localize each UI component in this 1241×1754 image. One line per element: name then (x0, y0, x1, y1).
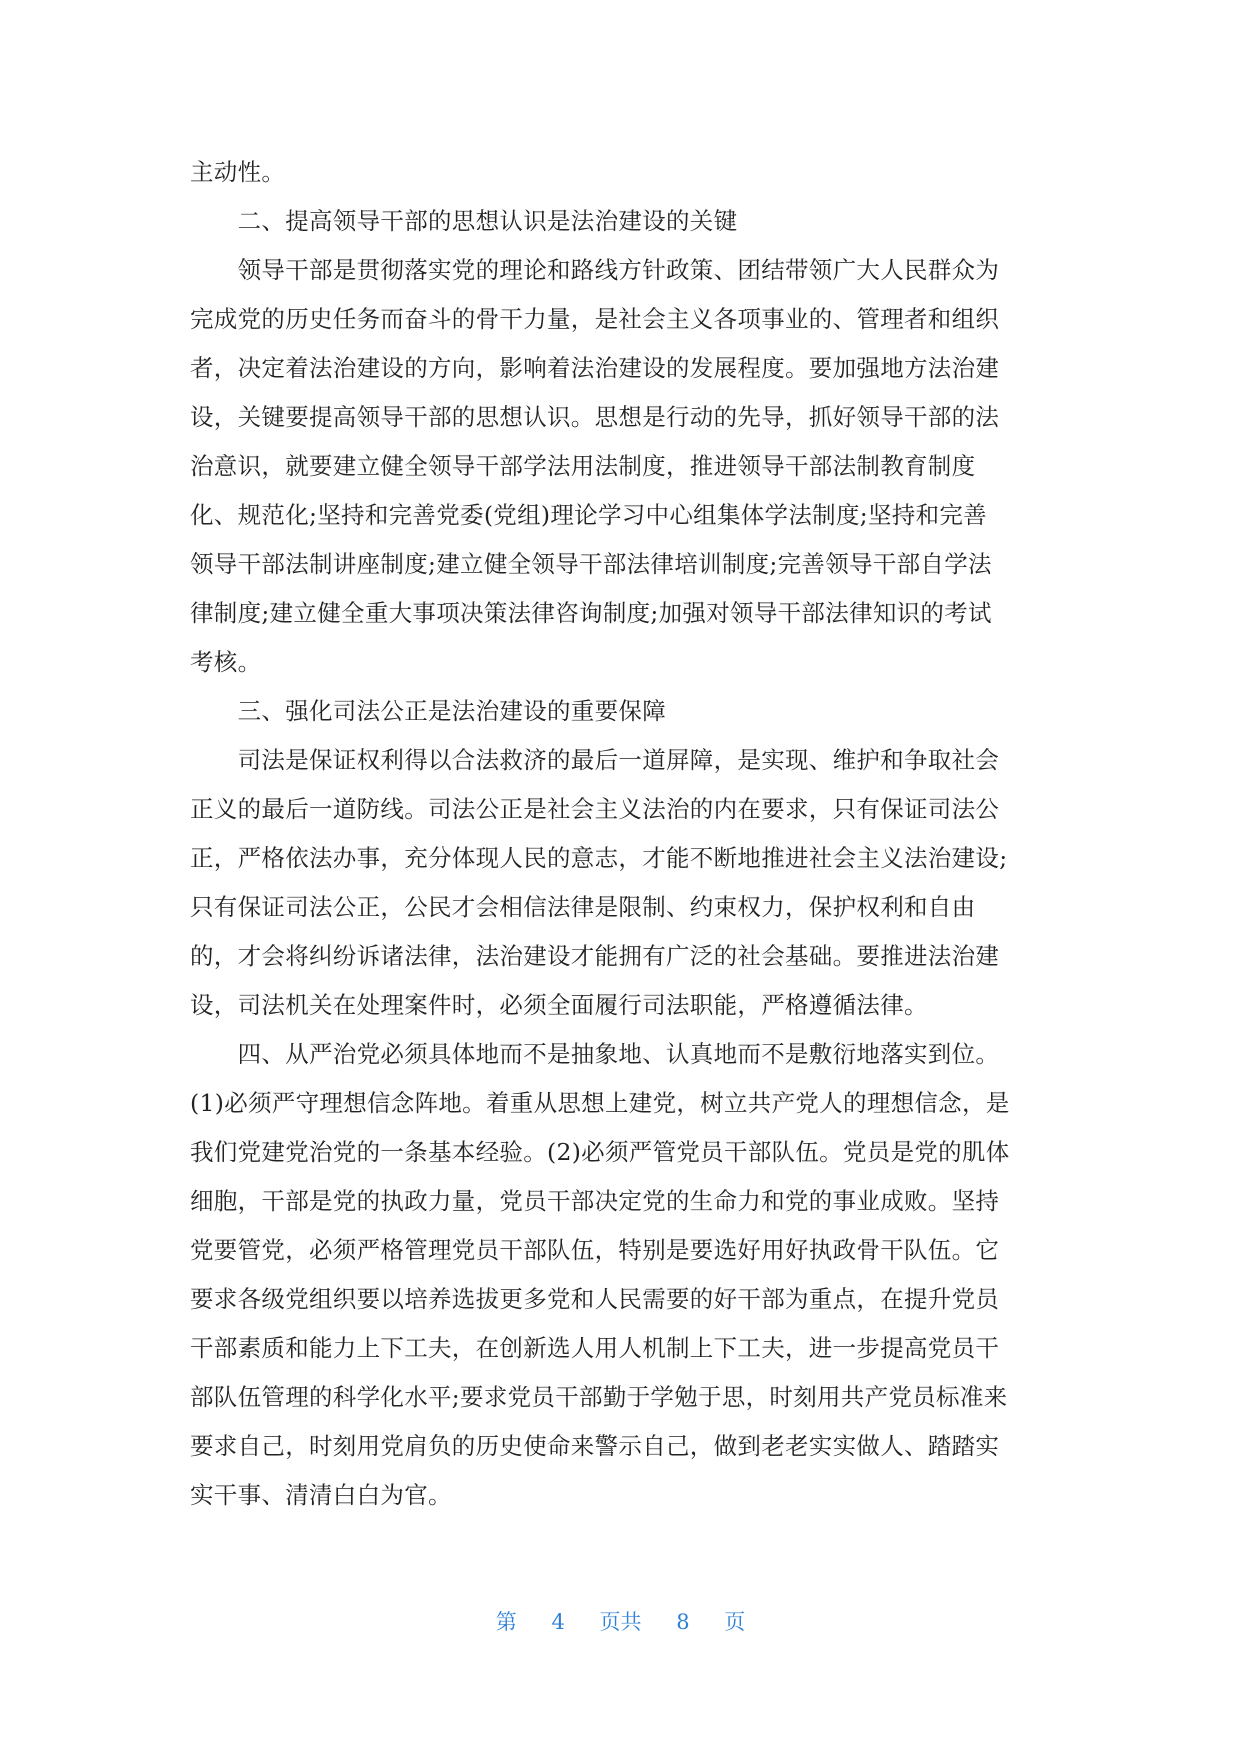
text-line: 考核。 (190, 648, 262, 676)
text-line: 设，关键要提高领导干部的思想认识。思想是行动的先导，抓好领导干部的法 (190, 403, 1000, 431)
text-line: 主动性。 (190, 158, 286, 186)
text-line: 正义的最后一道防线。司法公正是社会主义法治的内在要求，只有保证司法公 (190, 795, 1000, 823)
section-heading: 四、从严治党必须具体地而不是抽象地、认真地而不是敷衍地落实到位。 (190, 1040, 1000, 1068)
text-line: (1)必须严守理想信念阵地。着重从思想上建党，树立共产党人的理想信念，是 (190, 1089, 1010, 1117)
footer-prefix: 第 (495, 1610, 517, 1634)
text-line: 领导干部是贯彻落实党的理论和路线方针政策、团结带领广大人民群众为 (190, 256, 1000, 284)
page-footer (0, 1606, 1241, 1636)
section-heading: 三、强化司法公正是法治建设的重要保障 (190, 697, 666, 725)
text-line: 治意识，就要建立健全领导干部学法用法制度，推进领导干部法制教育制度 (190, 452, 976, 480)
text-line: 干部素质和能力上下工夫，在创新选人用人机制上下工夫，进一步提高党员干 (190, 1334, 1000, 1362)
text-line: 党要管党，必须严格管理党员干部队伍，特别是要选好用好执政骨干队伍。它 (190, 1236, 1000, 1264)
text-line: 领导干部法制讲座制度;建立健全领导干部法律培训制度;完善领导干部自学法 (190, 550, 992, 578)
section-heading: 二、提高领导干部的思想认识是法治建设的关键 (190, 207, 738, 235)
total-page-count: 8 (676, 1610, 690, 1634)
text-line: 要求自己，时刻用党肩负的历史使命来警示自己，做到老老实实做人、踏踏实 (190, 1432, 1000, 1460)
text-line: 正，严格依法办事，充分体现人民的意志，才能不断地推进社会主义法治建设; (190, 844, 1008, 872)
text-line: 设，司法机关在处理案件时，必须全面履行司法职能，严格遵循法律。 (190, 991, 928, 1019)
text-line: 部队伍管理的科学化水平;要求党员干部勤于学勉于思，时刻用共产党员标准来 (190, 1383, 1008, 1411)
footer-middle: 页共 (599, 1610, 642, 1634)
text-line: 完成党的历史任务而奋斗的骨干力量，是社会主义各项事业的、管理者和组织 (190, 305, 1000, 333)
text-line: 化、规范化;坚持和完善党委(党组)理论学习中心组集体学法制度;坚持和完善 (190, 501, 987, 529)
text-line: 我们党建党治党的一条基本经验。(2)必须严管党员干部队伍。党员是党的肌体 (190, 1138, 1010, 1166)
text-line: 要求各级党组织要以培养选拔更多党和人民需要的好干部为重点，在提升党员 (190, 1285, 1000, 1313)
text-line: 司法是保证权利得以合法救济的最后一道屏障，是实现、维护和争取社会 (190, 746, 1000, 774)
current-page-number: 4 (551, 1610, 565, 1634)
text-line: 的，才会将纠纷诉诸法律，法治建设才能拥有广泛的社会基础。要推进法治建 (190, 942, 1000, 970)
text-line: 只有保证司法公正，公民才会相信法律是限制、约束权力，保护权利和自由 (190, 893, 976, 921)
footer-suffix: 页 (724, 1610, 746, 1634)
text-line: 者，决定着法治建设的方向，影响着法治建设的发展程度。要加强地方法治建 (190, 354, 1000, 382)
text-line: 律制度;建立健全重大事项决策法律咨询制度;加强对领导干部法律知识的考试 (190, 599, 992, 627)
text-line: 细胞，干部是党的执政力量，党员干部决定党的生命力和党的事业成败。坚持 (190, 1187, 1000, 1215)
text-line: 实干事、清清白白为官。 (190, 1481, 452, 1509)
